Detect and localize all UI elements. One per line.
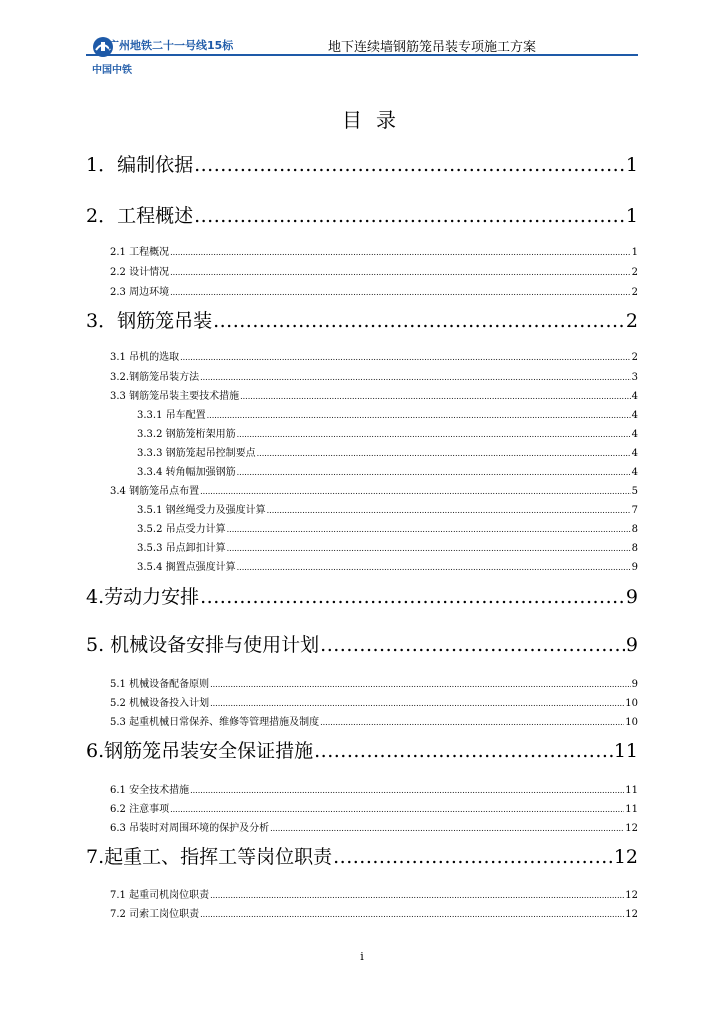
toc-entry-3-3-2[interactable]: 3.3.2 钢筋笼桁架用筋 ..... 4 xyxy=(137,425,638,440)
toc-entry-3-5-4[interactable]: 3.5.4 搁置点强度计算 ..... 9 xyxy=(137,558,638,573)
toc-entry-3-5-3[interactable]: 3.5.3 吊点卸扣计算 ..... 8 xyxy=(137,539,638,554)
toc-entry-4[interactable]: 4.劳动力安排 ..... 9 xyxy=(86,582,638,609)
header-divider xyxy=(86,54,638,56)
page-header xyxy=(0,0,724,80)
toc-entry-3-5-2[interactable]: 3.5.2 吊点受力计算 ..... 8 xyxy=(137,520,638,535)
toc-entry-2-1[interactable]: 2.1 工程概况 ..... 1 xyxy=(110,243,638,258)
document-title: 地下连续墙钢筋笼吊装专项施工方案 xyxy=(328,40,537,55)
toc-entry-2-2[interactable]: 2.2 设计情况 ..... 2 xyxy=(110,263,638,278)
toc-entry-7[interactable]: 7.起重工、指挥工等岗位职责 ..... 12 xyxy=(86,842,638,869)
toc-entry-5[interactable]: 5. 机械设备安排与使用计划 ..... 9 xyxy=(86,630,638,657)
toc-heading: 目录 xyxy=(342,108,410,132)
logo-subtitle: 中国中铁 xyxy=(92,65,132,76)
toc-entry-2[interactable]: 2．工程概述 ..... 1 xyxy=(86,201,638,228)
toc-entry-5-2[interactable]: 5.2 机械设备投入计划 ..... 10 xyxy=(110,694,638,709)
toc-entry-5-1[interactable]: 5.1 机械设备配备原则 ..... 9 xyxy=(110,675,638,690)
toc-entry-6-1[interactable]: 6.1 安全技术措施 ..... 11 xyxy=(110,781,638,796)
toc-entry-3-1[interactable]: 3.1 吊机的选取 ..... 2 xyxy=(110,348,638,363)
toc-entry-3-2[interactable]: 3.2.钢筋笼吊装方法 ..... 3 xyxy=(110,368,638,383)
toc-entry-7-2[interactable]: 7.2 司索工岗位职责 ..... 12 xyxy=(110,905,638,920)
toc-entry-3-3-4[interactable]: 3.3.4 转角幅加强钢筋 ..... 4 xyxy=(137,463,638,478)
toc-entry-3-3-3[interactable]: 3.3.3 钢筋笼起吊控制要点 ..... 4 xyxy=(137,444,638,459)
toc-entry-6-3[interactable]: 6.3 吊装时对周围环境的保护及分析 ..... 12 xyxy=(110,819,638,834)
toc-entry-3-5-1[interactable]: 3.5.1 钢丝绳受力及强度计算 ..... 7 xyxy=(137,501,638,516)
logo-text: 广州地铁二十一号线15标 xyxy=(108,39,234,52)
toc-entry-3[interactable]: 3．钢筋笼吊装 ..... 2 xyxy=(86,306,638,333)
toc-entry-6[interactable]: 6.钢筋笼吊装安全保证措施 ..... 11 xyxy=(86,736,638,763)
toc-entry-3-4[interactable]: 3.4 钢筋笼吊点布置 ..... 5 xyxy=(110,482,638,497)
page-number: i xyxy=(360,950,364,963)
toc-entry-5-3[interactable]: 5.3 起重机械日常保养、维修等管理措施及制度 ..... 10 xyxy=(110,713,638,728)
toc-entry-3-3-1[interactable]: 3.3.1 吊车配置 ..... 4 xyxy=(137,406,638,421)
toc-entry-1[interactable]: 1．编制依据 ..... 1 xyxy=(86,150,638,177)
toc-entry-3-3[interactable]: 3.3 钢筋笼吊装主要技术措施 ..... 4 xyxy=(110,387,638,402)
toc-entry-7-1[interactable]: 7.1 起重司机岗位职责 ..... 12 xyxy=(110,886,638,901)
toc-entry-2-3[interactable]: 2.3 周边环境 ..... 2 xyxy=(110,283,638,298)
toc-entry-6-2[interactable]: 6.2 注意事项 ..... 11 xyxy=(110,800,638,815)
